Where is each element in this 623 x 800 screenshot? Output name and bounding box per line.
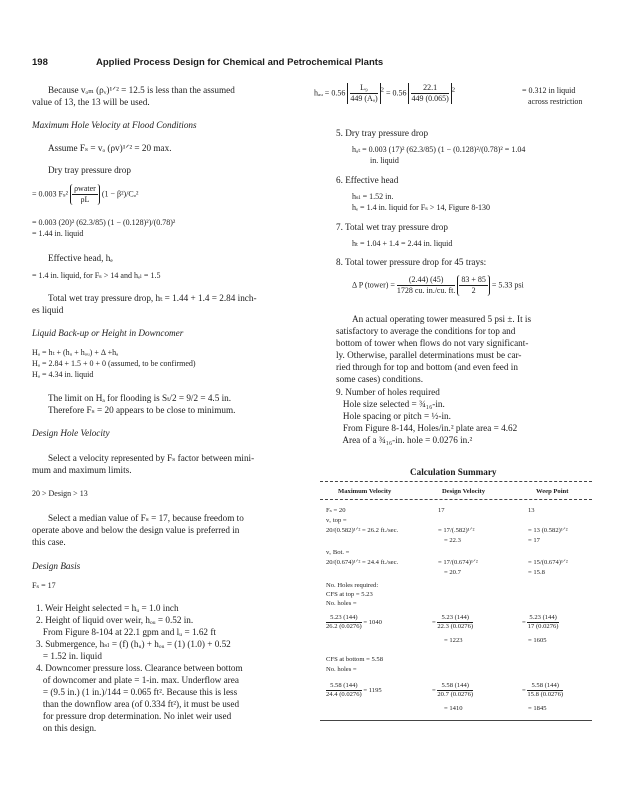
summary-cell: = 13 (0.582)¹ᐟ² [528,527,568,534]
para-because: Because vₒₘ (ρᵥ)¹ᐟ² = 12.5 is less than the assumed [48,85,235,95]
summary-cell: 20/(0.582)¹ᐟ² = 26.2 ft./sec. [326,527,399,534]
summary-cell: = 17 [528,537,540,544]
dry-calc-line1: = 0.003 (20)² (62.3/85) (1 − (0.128)²)/(0.78)² [32,218,176,227]
effective-head-label: Effective head, hₑ [48,253,113,263]
dp-label: Δ P (tower) = [352,280,395,290]
basis-item: = 1.52 in. liquid [36,651,102,661]
frac-result: = 1195 [363,687,382,695]
actual-line: An actual operating tower measured 5 psi ±. It is [352,314,532,324]
holes-bot-weep: = $\frac{5.58 (144)}{15.8 (0.0276)}$ [522,682,564,698]
holes-top-weep: = $\frac{5.23 (144)}{17 (0.0276)}$ [522,614,559,630]
hd-eq3: Hₐ = 4.34 in. liquid [32,370,94,379]
dp-formula [352,275,524,296]
summary-cell: 17 [438,507,445,514]
heading-liquid-backup: Liquid Back-up or Height in Downcomer [32,328,184,338]
frac-result: = 1845 [528,705,547,712]
summary-cell: Fₛ = 20 [326,507,346,514]
summary-cell: No. holes = [326,666,357,673]
summary-cell: 13 [528,507,535,514]
select-velocity: Select a velocity represented by Fₛ factor between mini- [48,453,255,463]
hdu-result2: across restriction [528,97,583,106]
holes-top-design: = $\frac{5.23 (144)}{22.3 (0.0276)}$ [432,614,474,630]
frac-num: 5.58 (144) [326,682,362,691]
page-number: 198 [32,57,48,68]
frac-num: 5.58 (144) [527,682,563,691]
basis-item: 1. Weir Height selected = hᵤ = 1.0 inch [36,603,179,613]
median-line2: operate above and below the design value is preferred in [32,525,240,535]
summary-title: Calculation Summary [410,467,497,477]
step-9-line: 9. Number of holes required [336,387,440,397]
step-9-line: From Figure 8-144, Holes/in.² plate area = 4.62 [336,423,518,433]
step-5-formula: hₐₜ = 0.003 (17)² (62.3/85) (1 − (0.128)²/(0.78)² = 1.04 [352,145,526,154]
summary-cell: No. Holes required: [326,582,379,589]
summary-rule-header [320,499,592,500]
step-9-line: Area of a ¾₁₆-in. hole = 0.0276 in.² [336,435,473,445]
dp-num2: 83 + 85 [461,275,486,284]
frac-den: 15.8 (0.0276) [527,691,564,698]
effective-head-value: = 1.4 in. liquid, for Fₛ > 14 and hₑₗ = 1.5 [32,271,161,280]
summary-rule-top [320,481,592,482]
hdu-num1: L₉ [350,83,377,94]
hdu-formula: hₐᵤ = 0.56 $\frac{\text{L₉}}{\text{449 (Aₐ)}}$ $^2$ = 0.56 $\frac{22.1}{449 (0.065)}$ $^2$ [314,83,456,103]
frac-result: = 1410 [444,705,463,712]
assume-fs: Assume Fₛ = vₒ (ρv)¹ᐟ² = 20 max. [48,143,172,153]
dry-formula [32,184,138,205]
summary-cell: CFS at top = 5.23 [326,591,373,598]
summary-cell: vₒ Bot. = [326,549,350,556]
step-6-line1: hₛₗ = 1.52 in. [352,192,394,201]
dry-calc-line2: = 1.44 in. liquid [32,229,84,238]
limit-line1: The limit on Hₐ for flooding is Sₜ/2 = 9/2 = 4.5 in. [48,393,232,403]
frac-den: 22.3 (0.0276) [437,623,474,630]
dp-num: (2.44) (45) [397,275,455,286]
dp-den2: 2 [471,286,476,295]
design-range: 20 > Design > 13 [32,489,88,498]
heading-design-basis: Design Basis [32,561,81,571]
basis-item: for pressure drop determination. No inlet weir used [36,711,232,721]
fs-17: Fₛ = 17 [32,581,56,590]
hd-eq2: Hₐ = 2.84 + 1.5 + 0 + 0 (assumed, to be confirmed) [32,359,196,368]
step-5: 5. Dry tray pressure drop [336,128,429,138]
frac-num: 5.23 (144) [326,614,362,623]
summary-cell: vₒ top = [326,517,347,524]
hdu-result1: = 0.312 in liquid [522,86,576,95]
actual-line: satisfactory to average the conditions for top and [336,326,516,336]
frac-den: 26.2 (0.0276) [326,623,362,630]
summary-cell: No. holes = [326,600,357,607]
step-9-line: Hole size selected = ¾₁₆-in. [336,399,445,409]
actual-line: ried through for top and bottom (and even feed in [336,362,518,372]
dry-formula-num: ρwater [74,184,96,193]
heading-max-hole-velocity: Maximum Hole Velocity at Flood Conditions [32,120,197,130]
basis-item: 3. Submergence, hₛₗ = (f) (hᵤ) + hₒᵤ = (1) (1.0) + 0.52 [36,639,231,649]
frac-num: 5.58 (144) [437,682,473,691]
frac-den: 17 (0.0276) [527,623,559,630]
total-wet-tray-cont: es liquid [32,305,64,315]
summary-cell: = 20.7 [444,569,461,576]
step-8: 8. Total tower pressure drop for 45 trays: [336,257,487,267]
step-6-line2: hₑ = 1.4 in. liquid for Fₛ > 14, Figure 8-130 [352,203,490,212]
dry-formula-prefix: = 0.003 Fₛ² [32,189,69,199]
heading-design-hole-velocity: Design Hole Velocity [32,428,110,438]
step-6: 6. Effective head [336,175,399,185]
summary-cell: 20/(0.674)¹ᐟ² = 24.4 ft./sec. [326,559,399,566]
step-7-formula: hₜ = 1.04 + 1.4 = 2.44 in. liquid [352,239,453,248]
dp-den: 1728 cu. in./cu. ft. [396,286,456,295]
frac-den: 20.7 (0.0276) [437,691,474,698]
actual-line: bottom of tower when flows do not vary significant- [336,338,529,348]
dp-result: = 5.33 psi [491,280,524,290]
holes-top-max [326,614,382,631]
frac-num: 5.23 (144) [529,614,557,621]
median-line1: Select a median value of Fₛ = 17, because freedom to [48,513,244,523]
frac-result: = 1605 [528,637,547,644]
step-9-line: Hole spacing or pitch = ½-in. [336,411,451,421]
step-5-formula-cont: in. liquid [370,156,399,165]
basis-item: of downcomer and plate = 1-in. max. Underflow area [36,675,239,685]
hd-eq1: Hₐ = hₜ + (hᵤ + hₒᵤ) + Δ +hₐ [32,348,119,357]
frac-result: = 1223 [444,637,463,644]
summary-cell: = 15.8 [528,569,545,576]
actual-line: ly. Otherwise, parallel determinations must be car- [336,350,522,360]
summary-col-max: Maximum Velocity [338,488,392,495]
holes-bot-max [326,682,382,699]
summary-cell: = 15/(0.674)¹ᐟ² [528,559,568,566]
basis-item: = (9.5 in.) (1 in.)/144 = 0.065 ft². Because this is less [36,687,238,697]
dry-tray-label: Dry tray pressure drop [48,165,131,175]
dry-formula-den: ρL [80,195,90,204]
median-line3: this case. [32,537,66,547]
summary-rule-bottom [320,720,592,721]
basis-item: From Figure 8-104 at 22.1 gpm and lᵤ = 1.62 ft [36,627,216,637]
hdu-den1: 449 (Aₐ) [350,94,378,103]
summary-cell: = 17/(.582)¹ᐟ² [438,527,475,534]
summary-col-weep: Weep Point [536,488,569,495]
summary-cell: = 22.3 [444,537,461,544]
basis-item: on this design. [36,723,97,733]
basis-item: than the downflow area (of 0.334 ft²), it must be used [36,699,240,709]
frac-num: 5.23 (144) [437,614,473,623]
hdu-num2: 22.1 [411,83,448,94]
hdu-den2: 449 (0.065) [411,94,449,103]
limit-line2: Therefore Fₛ = 20 appears to be close to minimum. [48,405,236,415]
frac-den: 24.4 (0.0276) [326,691,362,698]
summary-cell: CFS at bottom = 5.58 [326,656,384,663]
frac-result: = 1040 [363,619,382,627]
basis-item: 4. Downcomer pressure loss. Clearance between bottom [36,663,243,673]
hdu-label: hₐᵤ = 0.56 [314,88,346,98]
basis-item: 2. Height of liquid over weir, hₒᵤ = 0.52 in. [36,615,194,625]
para-because-cont: value of 13, the 13 will be used. [32,97,150,107]
select-velocity-cont: mum and maximum limits. [32,465,132,475]
actual-line: some cases) conditions. [336,374,424,384]
running-title: Applied Process Design for Chemical and Petrochemical Plants [96,57,384,68]
total-wet-tray: Total wet tray pressure drop, hₜ = 1.44 + 1.4 = 2.84 inch- [48,293,257,303]
hdu-eq2: = 0.56 [385,88,407,98]
step-7: 7. Total wet tray pressure drop [336,222,448,232]
summary-cell: = 17/(0.674)¹ᐟ² [438,559,478,566]
dry-formula-suffix: (1 − β²)/Cₒ² [101,189,139,199]
summary-col-design: Design Velocity [442,488,486,495]
holes-bot-design: = $\frac{5.58 (144)}{20.7 (0.0276)}$ [432,682,474,698]
